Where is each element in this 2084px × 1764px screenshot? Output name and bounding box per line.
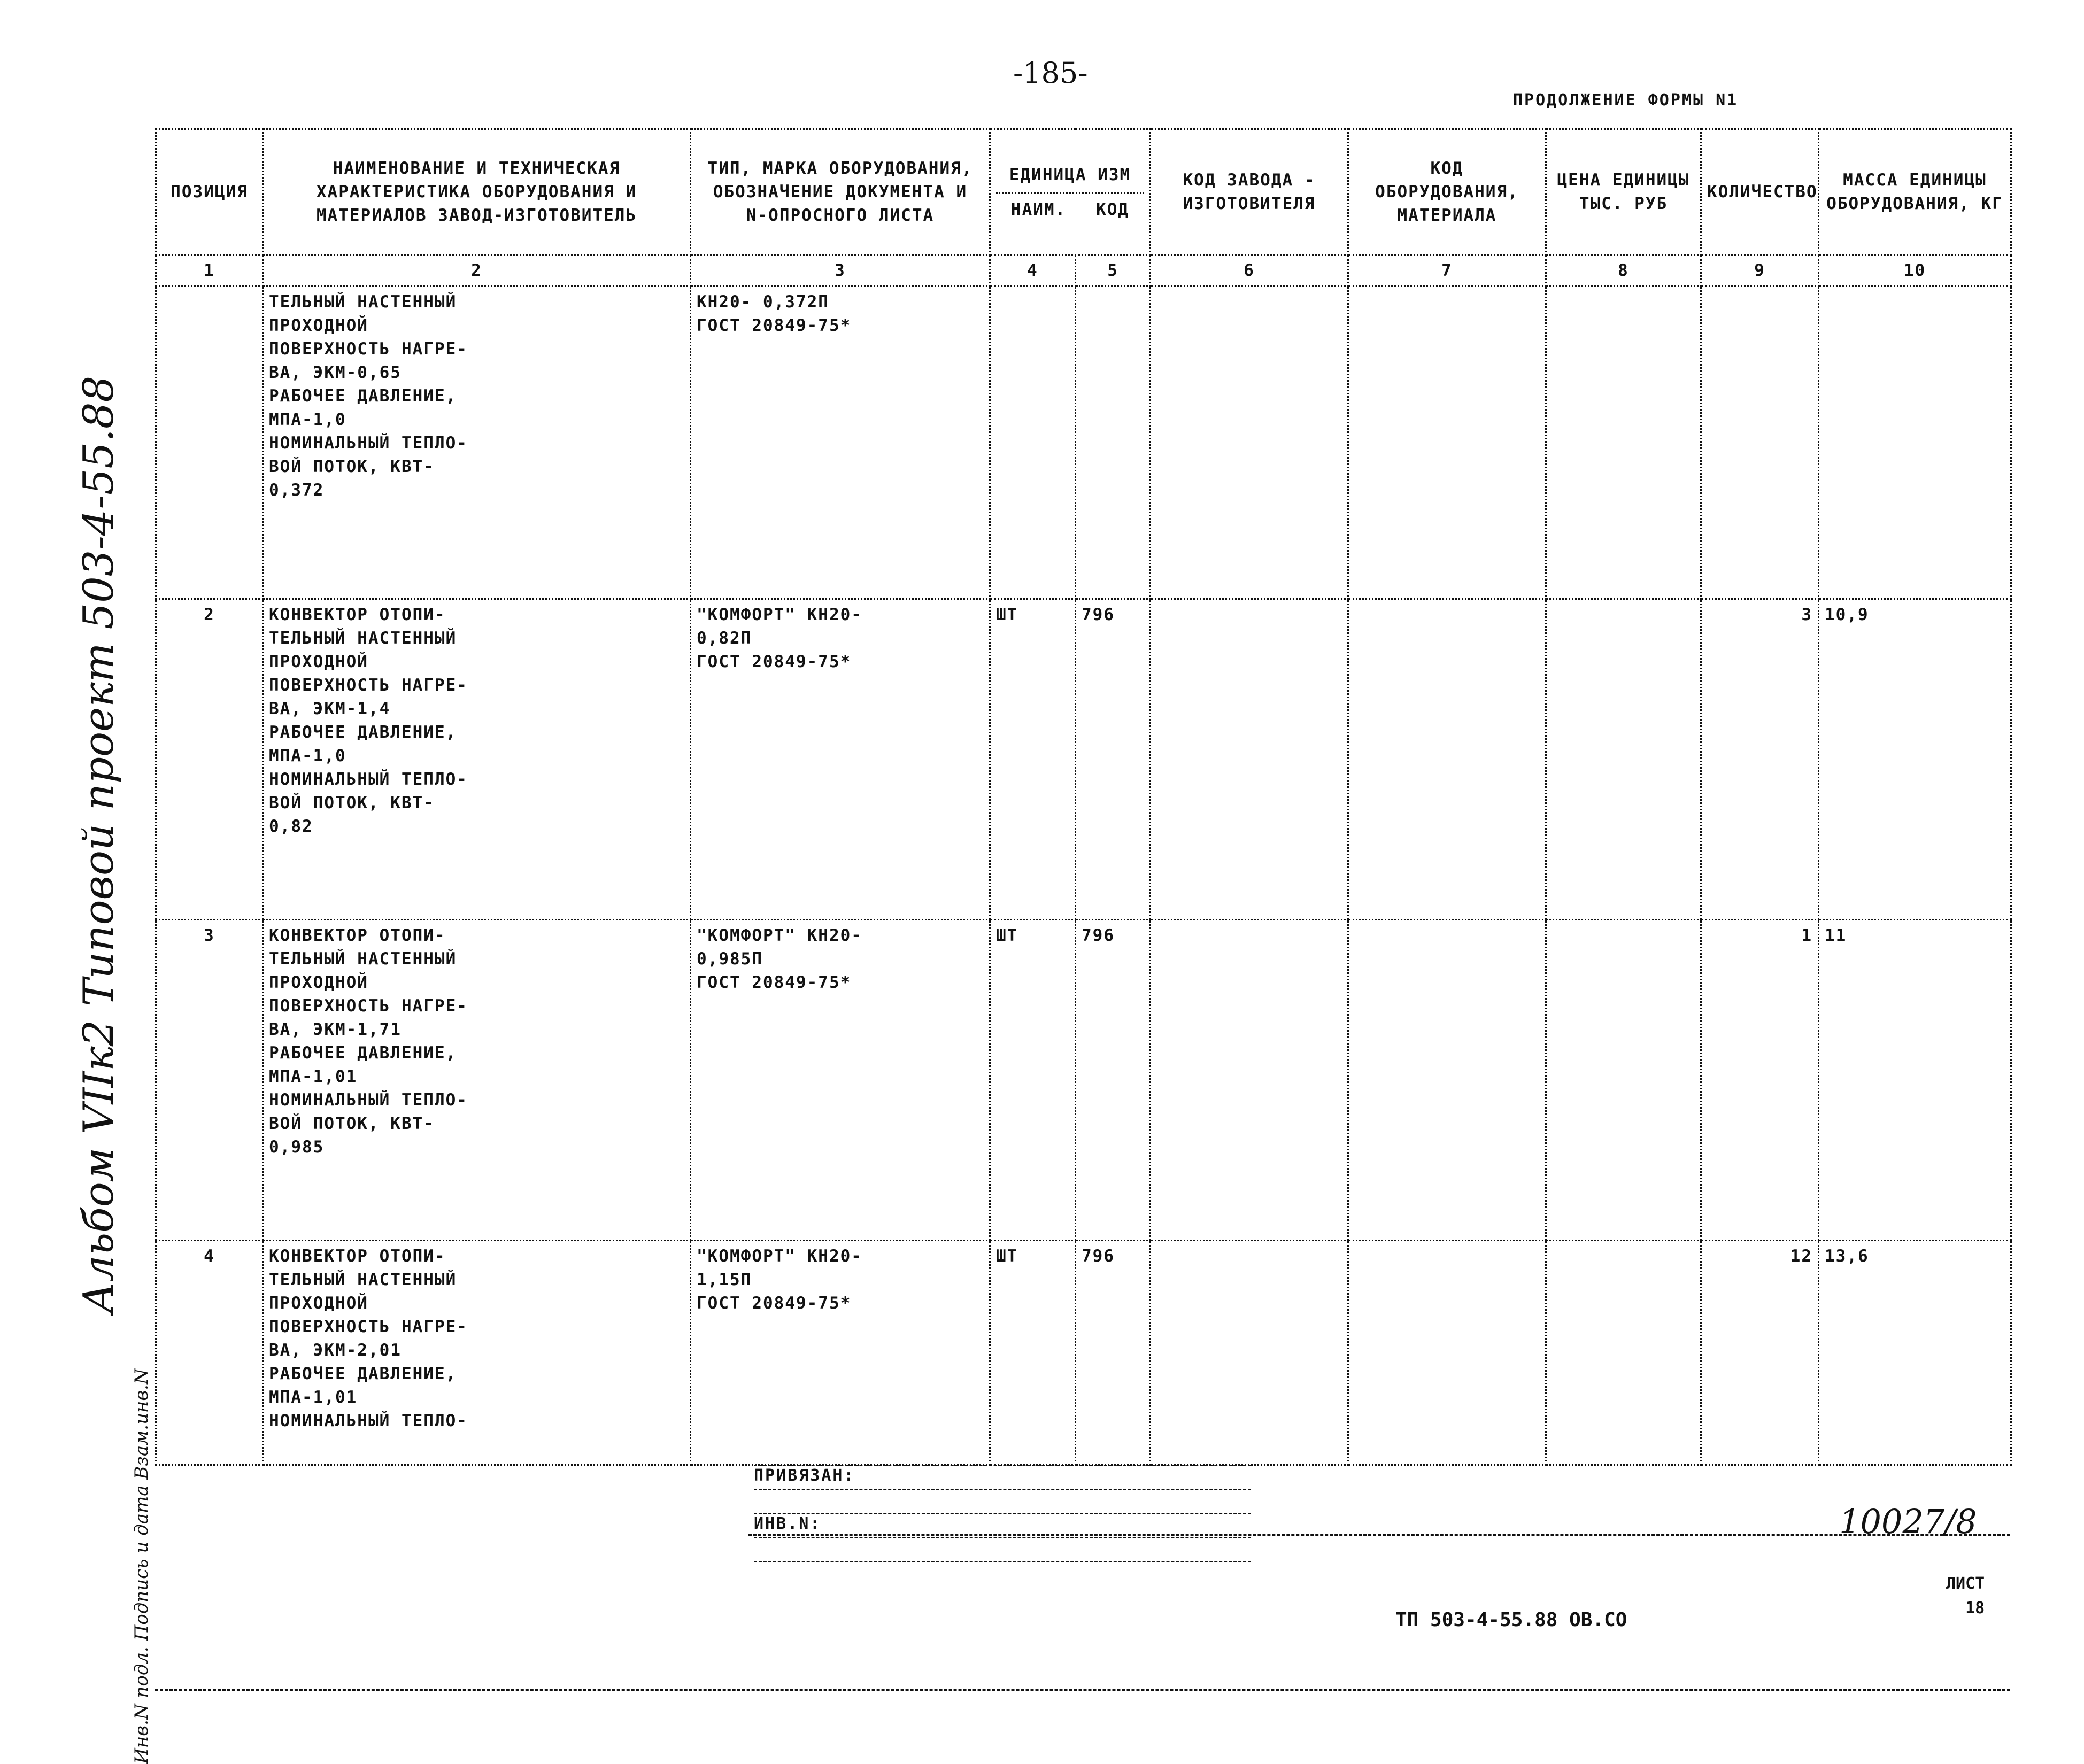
header-price: ЦЕНА ЕДИНИЦЫ ТЫС. РУБ: [1546, 129, 1701, 255]
row-factory: [1151, 599, 1348, 920]
row-type: "КОМФОРТ" КН20- 1,15П ГОСТ 20849-75*: [691, 1241, 990, 1465]
row-type: "КОМФОРТ" КН20- 0,82П ГОСТ 20849-75*: [691, 599, 990, 920]
row-price: [1546, 1241, 1701, 1465]
row-mass: 10,9: [1819, 599, 2011, 920]
col-number: 1: [156, 255, 263, 287]
row-factory: [1151, 1241, 1348, 1465]
stamp-inv-label: ИНВ.N:: [754, 1514, 822, 1533]
row-price: [1546, 287, 1701, 599]
row-quantity: 1: [1701, 920, 1819, 1241]
row-unit: ШТ: [990, 1241, 1076, 1465]
col-number: 10: [1819, 255, 2011, 287]
header-row: [156, 129, 2011, 255]
row-mass: 11: [1819, 920, 2011, 1241]
form-continuation: ПРОДОЛЖЕНИЕ ФОРМЫ N1: [1513, 91, 1739, 110]
row-equipment: [1348, 920, 1546, 1241]
row-unit: ШТ: [990, 920, 1076, 1241]
sidebar-stamp-label: Инв.N подл. Подпись и дата Взам.инв.N: [131, 1368, 152, 1764]
row-description: КОНВЕКТОР ОТОПИ- ТЕЛЬНЫЙ НАСТЕННЫЙ ПРОХОДНОЙ ПОВЕРХНОСТЬ НАГРЕ- ВА, ЭКМ-1,71 РАБОЧЕЕ ДАВЛЕНИЕ, МПА-1,01 НОМИНАЛЬНЫЙ ТЕПЛО- ВОЙ ПОТОК, КВТ- 0,985: [263, 920, 691, 1241]
header-factory-code: КОД ЗАВОДА - ИЗГОТОВИТЕЛЯ: [1151, 129, 1348, 255]
col-number: 4: [990, 255, 1076, 287]
row-equipment: [1348, 1241, 1546, 1465]
title-block-divider: [748, 1534, 2010, 1536]
row-code: 796: [1076, 920, 1151, 1241]
header-unit-name: НАИМ.: [1010, 199, 1067, 219]
row-quantity: 3: [1701, 599, 1819, 920]
sidebar-album-label: Альбом VIIк2 Типовой проект 503-4-55.88: [75, 375, 123, 1314]
row-code: [1076, 287, 1151, 599]
page-number: -185-: [1013, 56, 1088, 90]
attachment-stamp: [754, 1465, 1251, 1585]
header-equipment-code: КОД ОБОРУДОВАНИЯ, МАТЕРИАЛА: [1348, 129, 1546, 255]
header-unit-code: КОД: [1096, 199, 1130, 219]
sheet-block: [1946, 1572, 1985, 1621]
table-row: [156, 287, 2011, 599]
row-type: КН20- 0,372П ГОСТ 20849-75*: [691, 287, 990, 599]
handwritten-number: 10027/8: [1839, 1502, 1977, 1541]
document-number: ТП 503-4-55.88 ОВ.СО: [1395, 1609, 1627, 1631]
row-factory: [1151, 287, 1348, 599]
row-description: ТЕЛЬНЫЙ НАСТЕННЫЙ ПРОХОДНОЙ ПОВЕРХНОСТЬ НАГРЕ- ВА, ЭКМ-0,65 РАБОЧЕЕ ДАВЛЕНИЕ, МПА-1,0 НОМИНАЛЬНЫЙ ТЕПЛО- ВОЙ ПОТОК, КВТ- 0,372: [263, 287, 691, 599]
col-number: 3: [691, 255, 990, 287]
row-position: 2: [156, 599, 263, 920]
header-position: ПОЗИЦИЯ: [156, 129, 263, 255]
header-quantity: КОЛИЧЕСТВО: [1701, 129, 1819, 255]
row-mass: [1819, 287, 2011, 599]
row-description: КОНВЕКТОР ОТОПИ- ТЕЛЬНЫЙ НАСТЕННЫЙ ПРОХОДНОЙ ПОВЕРХНОСТЬ НАГРЕ- ВА, ЭКМ-1,4 РАБОЧЕЕ ДАВЛЕНИЕ, МПА-1,0 НОМИНАЛЬНЫЙ ТЕПЛО- ВОЙ ПОТОК, КВТ- 0,82: [263, 599, 691, 920]
header-unit-title: ЕДИНИЦА ИЗМ: [1009, 165, 1131, 184]
row-equipment: [1348, 599, 1546, 920]
col-number: 6: [1151, 255, 1348, 287]
header-type: ТИП, МАРКА ОБОРУДОВАНИЯ, ОБОЗНАЧЕНИЕ ДОКУМЕНТА И N-ОПРОСНОГО ЛИСТА: [691, 129, 990, 255]
row-unit: [990, 287, 1076, 599]
col-number: 5: [1076, 255, 1151, 287]
header-mass: МАССА ЕДИНИЦЫ ОБОРУДОВАНИЯ, КГ: [1819, 129, 2011, 255]
row-code: 796: [1076, 1241, 1151, 1465]
row-equipment: [1348, 287, 1546, 599]
row-price: [1546, 599, 1701, 920]
row-position: 4: [156, 1241, 263, 1465]
table-row: [156, 1241, 2011, 1465]
row-code: 796: [1076, 599, 1151, 920]
row-quantity: [1701, 287, 1819, 599]
col-number: 9: [1701, 255, 1819, 287]
bottom-frame-line: [155, 1689, 2010, 1691]
column-number-row: [156, 255, 2011, 287]
row-price: [1546, 920, 1701, 1241]
specification-table: [155, 128, 2012, 1466]
table-row: [156, 920, 2011, 1241]
row-description: КОНВЕКТОР ОТОПИ- ТЕЛЬНЫЙ НАСТЕННЫЙ ПРОХОДНОЙ ПОВЕРХНОСТЬ НАГРЕ- ВА, ЭКМ-2,01 РАБОЧЕЕ ДАВЛЕНИЕ, МПА-1,01 НОМИНАЛЬНЫЙ ТЕПЛО-: [263, 1241, 691, 1465]
row-unit: ШТ: [990, 599, 1076, 920]
header-name: НАИМЕНОВАНИЕ И ТЕХНИЧЕСКАЯ ХАРАКТЕРИСТИКА ОБОРУДОВАНИЯ И МАТЕРИАЛОВ ЗАВОД-ИЗГОТОВИТЕЛЬ: [263, 129, 691, 255]
col-number: 2: [263, 255, 691, 287]
header-unit: [990, 129, 1151, 255]
sheet-label: ЛИСТ: [1946, 1574, 1985, 1593]
col-number: 7: [1348, 255, 1546, 287]
row-position: 3: [156, 920, 263, 1241]
table-row: [156, 599, 2011, 920]
col-number: 8: [1546, 255, 1701, 287]
row-mass: 13,6: [1819, 1241, 2011, 1465]
row-position: [156, 287, 263, 599]
row-factory: [1151, 920, 1348, 1241]
row-quantity: 12: [1701, 1241, 1819, 1465]
sheet-number: 18: [1965, 1599, 1985, 1618]
stamp-attached-label: ПРИВЯЗАН:: [754, 1466, 855, 1485]
row-type: "КОМФОРТ" КН20- 0,985П ГОСТ 20849-75*: [691, 920, 990, 1241]
